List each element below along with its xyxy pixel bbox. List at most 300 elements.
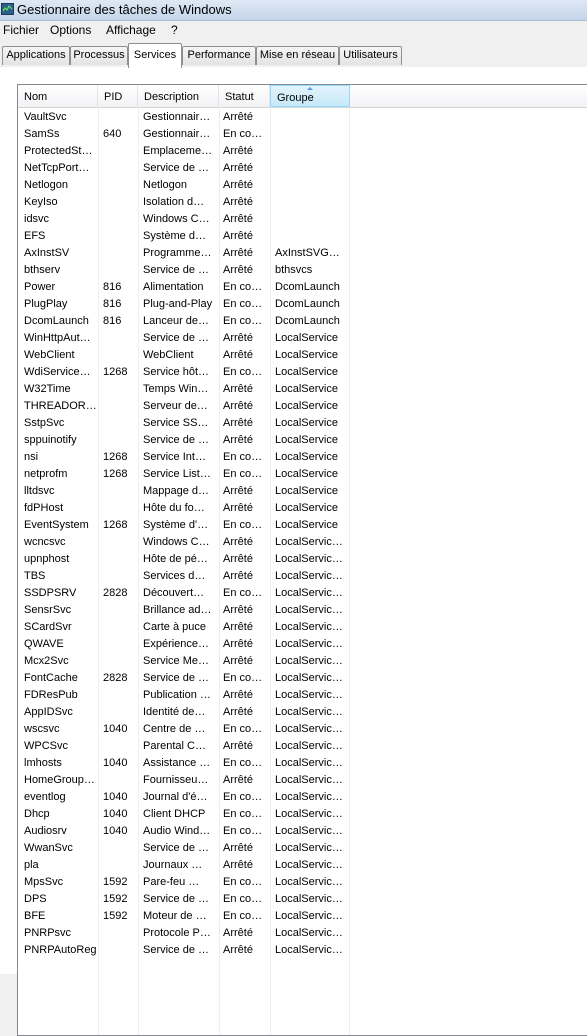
service-status-cell: Arrêté xyxy=(223,842,253,854)
service-status-cell: Arrêté xyxy=(223,264,253,276)
service-description-cell: Mappage d… xyxy=(143,485,210,497)
service-name-cell: sppuinotify xyxy=(24,434,77,446)
tab-processus[interactable]: Processus xyxy=(70,46,128,65)
service-name-cell: WebClient xyxy=(24,349,75,361)
service-name-cell: SCardSvr xyxy=(24,621,72,633)
tab-applications[interactable]: Applications xyxy=(2,46,70,65)
service-group-cell: LocalService xyxy=(275,519,338,531)
service-name-cell: Dhcp xyxy=(24,808,50,820)
table-row[interactable] xyxy=(18,330,587,347)
service-description-cell: Brillance ad… xyxy=(143,604,212,616)
column-header-pid[interactable]: PID xyxy=(98,85,138,107)
table-row[interactable] xyxy=(18,619,587,636)
service-group-cell: LocalServic… xyxy=(275,876,343,888)
service-group-cell: AxInstSVG… xyxy=(275,247,340,259)
service-pid-cell: 1592 xyxy=(103,910,128,922)
table-row[interactable] xyxy=(18,160,587,177)
service-status-cell: Arrêté xyxy=(223,417,253,429)
service-description-cell: Service hôt… xyxy=(143,366,210,378)
table-row[interactable] xyxy=(18,347,587,364)
service-description-cell: Isolation d… xyxy=(143,196,205,208)
table-row[interactable] xyxy=(18,670,587,687)
service-description-cell: Système d'… xyxy=(143,519,209,531)
service-status-cell: Arrêté xyxy=(223,145,253,157)
tab-utilisateurs[interactable]: Utilisateurs xyxy=(339,46,402,65)
table-row[interactable] xyxy=(18,381,587,398)
service-name-cell: SensrSvc xyxy=(24,604,72,616)
service-pid-cell: 1268 xyxy=(103,468,128,480)
service-description-cell: Gestionnair… xyxy=(143,128,211,140)
service-group-cell: DcomLaunch xyxy=(275,298,340,310)
service-group-cell: LocalServic… xyxy=(275,893,343,905)
service-description-cell: Audio Wind… xyxy=(143,825,211,837)
service-description-cell: Plug-and-Play xyxy=(143,298,213,310)
service-description-cell: Découvert… xyxy=(143,587,205,599)
service-group-cell: LocalService xyxy=(275,383,338,395)
service-name-cell: AppIDSvc xyxy=(24,706,73,718)
table-row[interactable] xyxy=(18,721,587,738)
service-status-cell: Arrêté xyxy=(223,553,253,565)
table-row[interactable] xyxy=(18,704,587,721)
service-status-cell: En co… xyxy=(223,281,263,293)
service-group-cell: LocalService xyxy=(275,366,338,378)
service-pid-cell xyxy=(103,500,138,517)
list-header xyxy=(18,85,587,108)
service-name-cell: Netlogon xyxy=(24,179,69,191)
service-name-cell: WwanSvc xyxy=(24,842,73,854)
table-row[interactable] xyxy=(18,483,587,500)
table-row[interactable] xyxy=(18,245,587,262)
service-description-cell: Temps Win… xyxy=(143,383,209,395)
table-row[interactable] xyxy=(18,313,587,330)
service-pid-cell xyxy=(103,398,138,415)
service-status-cell: En co… xyxy=(223,757,263,769)
service-status-cell: Arrêté xyxy=(223,196,253,208)
service-status-cell: Arrêté xyxy=(223,927,253,939)
service-description-cell: Journaux … xyxy=(143,859,203,871)
service-pid-cell xyxy=(103,636,138,653)
service-group-cell: LocalServic… xyxy=(275,927,343,939)
service-name-cell: Audiosrv xyxy=(24,825,67,837)
service-group-cell: LocalService xyxy=(275,451,338,463)
service-pid-cell xyxy=(103,211,138,228)
column-header-groupe[interactable] xyxy=(270,85,350,107)
service-pid-cell xyxy=(103,160,138,177)
service-pid-cell: 1592 xyxy=(103,876,128,888)
service-name-cell: MpsSvc xyxy=(24,876,64,888)
table-row[interactable] xyxy=(18,602,587,619)
service-description-cell: Moteur de … xyxy=(143,910,207,922)
service-name-cell: WdiService… xyxy=(24,366,91,378)
table-row[interactable] xyxy=(18,925,587,942)
table-row[interactable] xyxy=(18,364,587,381)
service-status-cell: Arrêté xyxy=(223,502,253,514)
table-row[interactable] xyxy=(18,840,587,857)
service-description-cell: Hôte de pé… xyxy=(143,553,208,565)
service-name-cell: fdPHost xyxy=(24,502,64,514)
service-name-cell: bthserv xyxy=(24,264,61,276)
service-description-cell: Système d… xyxy=(143,230,206,242)
task-manager-icon xyxy=(1,3,14,15)
service-pid-cell: 2828 xyxy=(103,587,128,599)
table-row[interactable] xyxy=(18,534,587,551)
table-row[interactable] xyxy=(18,177,587,194)
service-status-cell: Arrêté xyxy=(223,111,253,123)
table-row[interactable] xyxy=(18,738,587,755)
service-name-cell: DcomLaunch xyxy=(24,315,89,327)
tab-performance[interactable]: Performance xyxy=(182,46,256,65)
table-row[interactable] xyxy=(18,823,587,840)
menu-options[interactable]: Options xyxy=(50,23,92,37)
service-group-cell: LocalService xyxy=(275,485,338,497)
service-name-cell: netprofm xyxy=(24,468,68,480)
table-row[interactable] xyxy=(18,585,587,602)
service-description-cell: Service de … xyxy=(143,434,210,446)
service-status-cell: En co… xyxy=(223,791,263,803)
service-name-cell: nsi xyxy=(24,451,39,463)
table-row[interactable] xyxy=(18,466,587,483)
service-description-cell: Hôte du fo… xyxy=(143,502,205,514)
service-pid-cell: 1040 xyxy=(103,757,128,769)
table-row[interactable] xyxy=(18,653,587,670)
service-name-cell: PNRPsvc xyxy=(24,927,72,939)
menu-bar xyxy=(0,21,587,41)
service-pid-cell xyxy=(103,738,138,755)
table-row[interactable] xyxy=(18,891,587,908)
service-group-cell: LocalServic… xyxy=(275,723,343,735)
service-pid-cell xyxy=(103,109,138,126)
service-group-cell xyxy=(275,126,345,143)
service-name-cell: SstpSvc xyxy=(24,417,65,429)
service-group-cell: LocalServic… xyxy=(275,859,343,871)
service-status-cell: Arrêté xyxy=(223,383,253,395)
service-name-cell: AxInstSV xyxy=(24,247,70,259)
service-status-cell: Arrêté xyxy=(223,689,253,701)
service-status-cell: Arrêté xyxy=(223,859,253,871)
service-group-cell: LocalServic… xyxy=(275,774,343,786)
service-description-cell: Windows C… xyxy=(143,213,210,225)
service-status-cell: Arrêté xyxy=(223,230,253,242)
service-pid-cell xyxy=(103,925,138,942)
service-description-cell: Service de … xyxy=(143,264,210,276)
service-description-cell: Windows C… xyxy=(143,536,210,548)
service-description-cell: Lanceur de… xyxy=(143,315,210,327)
table-row[interactable] xyxy=(18,279,587,296)
service-pid-cell: 1040 xyxy=(103,791,128,803)
menu-affichage[interactable]: Affichage xyxy=(106,23,156,37)
service-name-cell: lmhosts xyxy=(24,757,62,769)
service-pid-cell xyxy=(103,534,138,551)
table-row[interactable] xyxy=(18,211,587,228)
table-row[interactable] xyxy=(18,126,587,143)
services-list[interactable] xyxy=(17,84,587,1036)
service-status-cell: Arrêté xyxy=(223,570,253,582)
service-pid-cell xyxy=(103,840,138,857)
table-row[interactable] xyxy=(18,143,587,160)
service-group-cell: LocalService xyxy=(275,332,338,344)
service-pid-cell: 1040 xyxy=(103,825,128,837)
table-row[interactable] xyxy=(18,908,587,925)
service-pid-cell xyxy=(103,772,138,789)
service-description-cell: Assistance … xyxy=(143,757,211,769)
column-header-description[interactable]: Description xyxy=(138,85,219,107)
service-group-cell: LocalServic… xyxy=(275,587,343,599)
service-description-cell: Service de … xyxy=(143,672,210,684)
service-status-cell: Arrêté xyxy=(223,655,253,667)
service-status-cell: En co… xyxy=(223,723,263,735)
service-group-cell: DcomLaunch xyxy=(275,281,340,293)
service-pid-cell xyxy=(103,177,138,194)
service-status-cell: Arrêté xyxy=(223,332,253,344)
service-pid-cell: 816 xyxy=(103,315,122,327)
title-bar[interactable] xyxy=(0,0,587,21)
service-description-cell: Publication … xyxy=(143,689,211,701)
table-row[interactable] xyxy=(18,789,587,806)
service-name-cell: QWAVE xyxy=(24,638,64,650)
service-status-cell: En co… xyxy=(223,672,263,684)
service-status-cell: Arrêté xyxy=(223,179,253,191)
service-description-cell: Identité de… xyxy=(143,706,206,718)
service-description-cell: Carte à puce xyxy=(143,621,206,633)
tab-services[interactable]: Services xyxy=(128,43,182,68)
service-name-cell: BFE xyxy=(24,910,46,922)
table-row[interactable] xyxy=(18,857,587,874)
service-pid-cell xyxy=(103,381,138,398)
service-description-cell: Parental C… xyxy=(143,740,206,752)
service-group-cell: LocalServic… xyxy=(275,791,343,803)
service-pid-cell xyxy=(103,194,138,211)
service-pid-cell: 1268 xyxy=(103,366,128,378)
service-status-cell: En co… xyxy=(223,128,263,140)
service-description-cell: Service Me… xyxy=(143,655,210,667)
service-status-cell: Arrêté xyxy=(223,434,253,446)
service-description-cell: Service de … xyxy=(143,893,210,905)
service-group-cell: LocalServic… xyxy=(275,944,343,956)
service-name-cell: SSDPSRV xyxy=(24,587,77,599)
table-row[interactable] xyxy=(18,755,587,772)
service-pid-cell xyxy=(103,262,138,279)
service-status-cell: En co… xyxy=(223,808,263,820)
service-status-cell: Arrêté xyxy=(223,944,253,956)
service-pid-cell xyxy=(103,432,138,449)
table-row[interactable] xyxy=(18,942,587,959)
service-name-cell: HomeGroup… xyxy=(24,774,95,786)
service-description-cell: Services d… xyxy=(143,570,206,582)
sort-ascending-icon xyxy=(307,87,313,90)
service-group-cell: LocalServic… xyxy=(275,842,343,854)
service-description-cell: Emplaceme… xyxy=(143,145,213,157)
service-name-cell: upnphost xyxy=(24,553,70,565)
service-group-cell xyxy=(275,211,345,228)
service-pid-cell xyxy=(103,619,138,636)
table-row[interactable] xyxy=(18,636,587,653)
service-status-cell: En co… xyxy=(223,468,263,480)
service-status-cell: En co… xyxy=(223,519,263,531)
service-name-cell: TBS xyxy=(24,570,46,582)
service-status-cell: Arrêté xyxy=(223,349,253,361)
service-status-cell: Arrêté xyxy=(223,213,253,225)
service-name-cell: eventlog xyxy=(24,791,66,803)
table-row[interactable] xyxy=(18,415,587,432)
service-status-cell: En co… xyxy=(223,825,263,837)
service-pid-cell: 640 xyxy=(103,128,122,140)
service-group-cell: LocalService xyxy=(275,468,338,480)
service-description-cell: Protocole P… xyxy=(143,927,211,939)
service-status-cell: En co… xyxy=(223,315,263,327)
menu-help[interactable]: ? xyxy=(171,23,178,37)
service-status-cell: Arrêté xyxy=(223,740,253,752)
service-status-cell: Arrêté xyxy=(223,400,253,412)
service-name-cell: lltdsvc xyxy=(24,485,55,497)
service-status-cell: En co… xyxy=(223,366,263,378)
table-row[interactable] xyxy=(18,398,587,415)
menu-fichier[interactable]: Fichier xyxy=(3,23,40,37)
table-row[interactable] xyxy=(18,194,587,211)
service-pid-cell xyxy=(103,330,138,347)
service-status-cell: Arrêté xyxy=(223,604,253,616)
service-status-cell: En co… xyxy=(223,587,263,599)
table-row[interactable] xyxy=(18,109,587,126)
service-status-cell: Arrêté xyxy=(223,706,253,718)
service-pid-cell xyxy=(103,653,138,670)
service-description-cell: Service de … xyxy=(143,842,210,854)
service-name-cell: PNRPAutoReg xyxy=(24,944,97,956)
service-pid-cell xyxy=(103,857,138,874)
service-status-cell: En co… xyxy=(223,451,263,463)
table-row[interactable] xyxy=(18,874,587,891)
service-pid-cell: 816 xyxy=(103,298,122,310)
service-name-cell: idsvc xyxy=(24,213,50,225)
service-group-cell xyxy=(275,160,345,177)
service-group-cell: LocalService xyxy=(275,417,338,429)
service-pid-cell xyxy=(103,245,138,262)
table-row[interactable] xyxy=(18,568,587,585)
service-group-cell: LocalServic… xyxy=(275,655,343,667)
table-row[interactable] xyxy=(18,296,587,313)
service-pid-cell xyxy=(103,415,138,432)
service-group-cell: LocalServic… xyxy=(275,553,343,565)
service-group-cell: LocalServic… xyxy=(275,536,343,548)
column-header-groupe-label: Groupe xyxy=(277,92,314,104)
service-group-cell: DcomLaunch xyxy=(275,315,340,327)
service-name-cell: pla xyxy=(24,859,39,871)
service-name-cell: VaultSvc xyxy=(24,111,67,123)
service-name-cell: DPS xyxy=(24,893,47,905)
service-status-cell: En co… xyxy=(223,298,263,310)
service-name-cell: Mcx2Svc xyxy=(24,655,69,667)
table-row[interactable] xyxy=(18,228,587,245)
service-group-cell: LocalService xyxy=(275,400,338,412)
service-group-cell: LocalServic… xyxy=(275,808,343,820)
service-description-cell: Netlogon xyxy=(143,179,188,191)
service-pid-cell xyxy=(103,568,138,585)
service-pid-cell: 2828 xyxy=(103,672,128,684)
service-pid-cell: 1040 xyxy=(103,808,128,820)
service-pid-cell xyxy=(103,942,138,959)
service-description-cell: Pare-feu … xyxy=(143,876,200,888)
service-pid-cell xyxy=(103,483,138,500)
service-group-cell: LocalServic… xyxy=(275,621,343,633)
service-pid-cell: 1040 xyxy=(103,723,128,735)
table-row[interactable] xyxy=(18,449,587,466)
service-group-cell: LocalServic… xyxy=(275,910,343,922)
service-pid-cell xyxy=(103,347,138,364)
service-pid-cell xyxy=(103,602,138,619)
service-status-cell: Arrêté xyxy=(223,162,253,174)
service-group-cell xyxy=(275,143,345,160)
service-status-cell: En co… xyxy=(223,910,263,922)
service-name-cell: wscsvc xyxy=(24,723,60,735)
services-panel xyxy=(0,67,587,974)
service-status-cell: Arrêté xyxy=(223,247,253,259)
service-name-cell: THREADOR… xyxy=(24,400,97,412)
table-row[interactable] xyxy=(18,517,587,534)
service-description-cell: WebClient xyxy=(143,349,194,361)
service-group-cell: LocalServic… xyxy=(275,706,343,718)
service-description-cell: Serveur de… xyxy=(143,400,208,412)
service-description-cell: Journal d'é… xyxy=(143,791,208,803)
service-description-cell: Fournisseu… xyxy=(143,774,209,786)
table-row[interactable] xyxy=(18,551,587,568)
service-status-cell: Arrêté xyxy=(223,774,253,786)
table-row[interactable] xyxy=(18,432,587,449)
service-description-cell: Service de … xyxy=(143,332,210,344)
service-name-cell: SamSs xyxy=(24,128,60,140)
service-group-cell: LocalServic… xyxy=(275,740,343,752)
service-name-cell: EFS xyxy=(24,230,46,242)
service-group-cell xyxy=(275,109,345,126)
service-pid-cell xyxy=(103,143,138,160)
service-description-cell: Gestionnair… xyxy=(143,111,211,123)
tab-strip xyxy=(0,43,587,68)
table-row[interactable] xyxy=(18,262,587,279)
service-group-cell xyxy=(275,228,345,245)
rows-container xyxy=(18,109,587,959)
service-group-cell: LocalService xyxy=(275,502,338,514)
service-pid-cell: 1592 xyxy=(103,893,128,905)
service-description-cell: Service Int… xyxy=(143,451,206,463)
service-name-cell: PlugPlay xyxy=(24,298,68,310)
service-name-cell: FontCache xyxy=(24,672,78,684)
service-name-cell: Power xyxy=(24,281,56,293)
service-name-cell: ProtectedSt… xyxy=(24,145,93,157)
service-group-cell: LocalServic… xyxy=(275,672,343,684)
service-name-cell: EventSystem xyxy=(24,519,89,531)
table-row[interactable] xyxy=(18,500,587,517)
window-title: Gestionnaire des tâches de Windows xyxy=(17,2,232,17)
table-row[interactable] xyxy=(18,772,587,789)
service-description-cell: Centre de … xyxy=(143,723,206,735)
column-header-statut[interactable]: Statut xyxy=(219,85,270,107)
tab-mise-en-reseau[interactable]: Mise en réseau xyxy=(256,46,339,65)
service-description-cell: Client DHCP xyxy=(143,808,206,820)
service-group-cell xyxy=(275,194,345,211)
service-description-cell: Service SS… xyxy=(143,417,209,429)
service-pid-cell: 1268 xyxy=(103,451,128,463)
table-row[interactable] xyxy=(18,687,587,704)
service-group-cell: LocalServic… xyxy=(275,638,343,650)
service-status-cell: Arrêté xyxy=(223,621,253,633)
table-row[interactable] xyxy=(18,806,587,823)
service-group-cell: LocalService xyxy=(275,434,338,446)
service-description-cell: Service de … xyxy=(143,162,210,174)
service-group-cell xyxy=(275,177,345,194)
service-group-cell: LocalServic… xyxy=(275,689,343,701)
service-status-cell: En co… xyxy=(223,876,263,888)
column-header-nom[interactable]: Nom xyxy=(18,85,98,107)
service-pid-cell: 816 xyxy=(103,281,122,293)
service-group-cell: LocalServic… xyxy=(275,604,343,616)
